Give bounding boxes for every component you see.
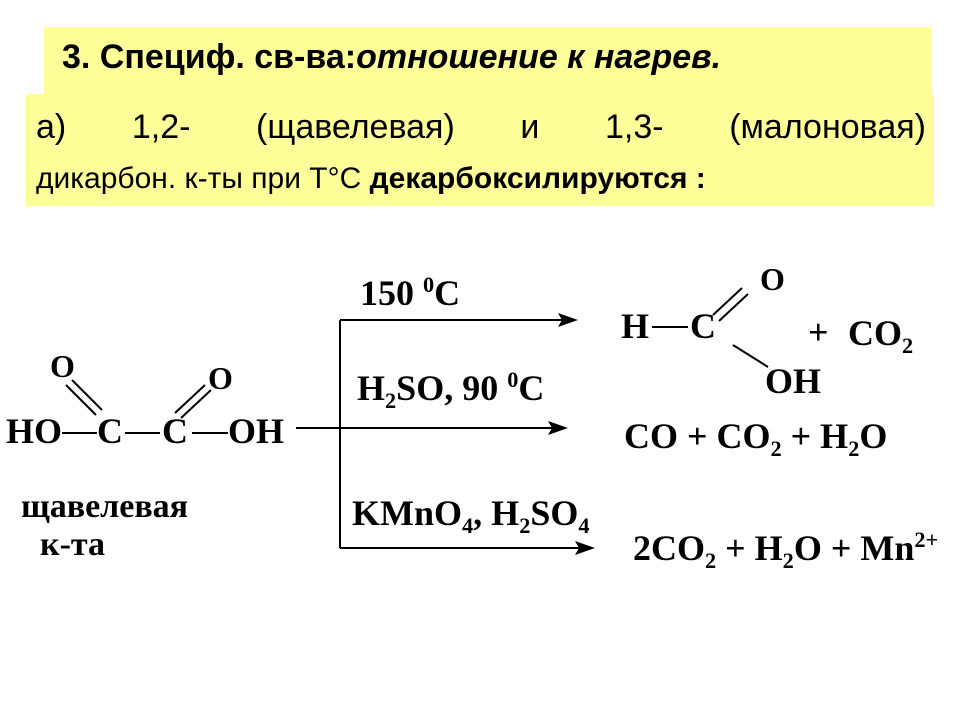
reactant-name: щавелевая xyxy=(21,488,189,525)
double-bond-p1-a xyxy=(713,288,742,315)
product1-h: H xyxy=(621,306,650,346)
carbon-2: C xyxy=(162,411,188,451)
slide-title: 3. Специф. св-ва:отношение к нагрев. xyxy=(62,38,722,76)
description-line-2: дикарбон. к-ты при Т°С декарбоксилируются : xyxy=(36,162,706,195)
condition-bottom: KMnO$_4$, $H_2SO_4$ xyxy=(352,493,590,538)
double-bond-p1-b xyxy=(719,294,748,321)
hydroxyl-left: HO xyxy=(6,411,63,451)
product1-oh: OH xyxy=(765,361,822,401)
word: и xyxy=(520,108,540,146)
word: а) xyxy=(36,108,67,146)
word: (малоновая) xyxy=(729,108,926,146)
oxygen-right: O xyxy=(208,360,233,396)
hydroxyl-right: OH xyxy=(228,411,285,451)
carbon-1: C xyxy=(97,411,123,451)
word: 1,3- xyxy=(605,108,664,146)
product2: CO + $CO_2 + H_2O$ xyxy=(624,416,888,461)
oxygen-left: O xyxy=(50,348,75,384)
product1-plus: + xyxy=(808,312,829,352)
bond-c-oh-p1 xyxy=(733,345,768,367)
product1-c: C xyxy=(690,306,716,346)
product1-co2: $CO_2$ xyxy=(848,313,914,358)
word: 1,2- xyxy=(131,108,191,146)
reactant-name-2: к-та xyxy=(40,526,106,563)
product1-o: O xyxy=(760,261,785,297)
product3: $2CO_2 + H_2O + Mn^{2+}$ xyxy=(633,526,939,573)
word: (щавелевая) xyxy=(256,108,455,146)
condition-middle: $H_2SO$, 90 $^0$C xyxy=(357,366,545,413)
condition-top: 150 $^0$C xyxy=(360,271,461,313)
